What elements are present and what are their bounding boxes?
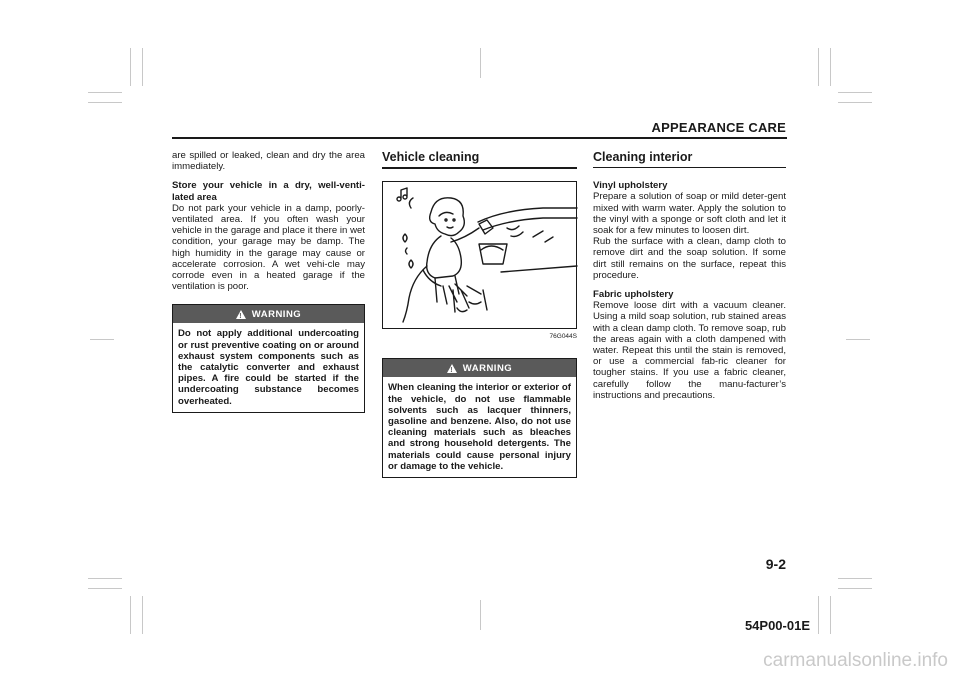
crop-mark	[480, 48, 481, 78]
crop-mark	[130, 48, 131, 86]
warning-text: When cleaning the interior or exterior of the vehicle, do not use flammable solvents such as lacquer thinners, gasoline and benzene. Also, do not use cleaning materials such as bleaches and strong household detergents. The materials could cause personal injury or damage to the vehicle.	[388, 382, 571, 472]
crop-mark	[838, 92, 872, 93]
crop-mark	[818, 48, 819, 86]
crop-mark	[830, 48, 831, 86]
header-rule	[172, 137, 787, 139]
warning-box	[172, 304, 365, 412]
fabric-heading: Fabric upholstery	[593, 289, 674, 301]
crop-mark	[838, 102, 872, 103]
crop-mark	[846, 339, 870, 340]
woman-washing-car-illustration	[383, 182, 578, 328]
crop-mark	[838, 578, 872, 579]
crop-mark	[142, 596, 143, 634]
warning-text: Do not apply additional undercoating or rust preventive coating on or around exhaust system components such as the catalytic converter and exhaust pipes. A fire could be started if the undercoating substance becomes overheated.	[178, 328, 359, 407]
crop-mark	[818, 596, 819, 634]
storage-heading: Store your vehicle in a dry, well-venti-lated area	[172, 180, 365, 203]
watermark: carmanualsonline.info	[763, 650, 948, 671]
crop-mark	[90, 339, 114, 340]
crop-mark	[830, 596, 831, 634]
paragraph: are spilled or leaked, clean and dry the area immediately.	[172, 150, 365, 173]
vinyl-paragraph-2: Rub the surface with a clean, damp cloth to remove dirt and the soap solution. If some dirt still remains on the surface, repeat this procedure.	[593, 236, 786, 281]
crop-mark	[88, 102, 122, 103]
crop-mark	[88, 578, 122, 579]
warning-label: WARNING	[462, 362, 513, 374]
warning-header	[173, 305, 364, 323]
warning-label: WARNING	[251, 308, 302, 320]
warning-box	[382, 358, 577, 478]
middle-column	[382, 152, 577, 478]
crop-mark	[130, 596, 131, 634]
crop-mark	[88, 92, 122, 93]
figure-code: 76G044S	[549, 333, 577, 341]
cleaning-illustration	[382, 181, 577, 329]
warning-icon	[447, 364, 457, 373]
section-title: Vehicle cleaning	[382, 152, 577, 169]
crop-mark	[838, 588, 872, 589]
right-column	[593, 152, 786, 401]
crop-mark	[480, 600, 481, 630]
section-header: APPEARANCE CARE	[651, 120, 786, 135]
page-number: 9-2	[765, 556, 786, 572]
fabric-paragraph: Remove loose dirt with a vacuum cleaner. Using a mild soap solution, rub stained areas with a clean damp cloth. To remove soap, rub the areas again with a cloth dampened with water. Repeat this until the stain is removed, or use a commercial fab-ric cleaner for tougher stains. If you use a fabric cleaner, carefully follow the manu-facturer’s instructions and precautions.	[593, 300, 786, 401]
crop-mark	[142, 48, 143, 86]
warning-header	[383, 359, 576, 377]
left-column	[172, 150, 365, 413]
warning-icon	[236, 310, 246, 319]
section-title: Cleaning interior	[593, 152, 786, 168]
vinyl-paragraph: Prepare a solution of soap or mild deter-gent mixed with warm water. Apply the solution to the vinyl with a sponge or soft cloth and let it soak for a few minutes to loosen dirt.	[593, 191, 786, 237]
vinyl-heading: Vinyl upholstery	[593, 180, 668, 192]
crop-mark	[88, 588, 122, 589]
storage-paragraph: Do not park your vehicle in a damp, poorly-ventilated area. If you often wash your vehicle in the garage and place it there in wet condition, your garage may be damp. The high humidity in the garage may cause or accelerate corrosion. A wet vehi-cle may corrode even in a heated garage if the ventilation is poor.	[172, 202, 365, 293]
document-code: 54P00-01E	[744, 618, 810, 633]
